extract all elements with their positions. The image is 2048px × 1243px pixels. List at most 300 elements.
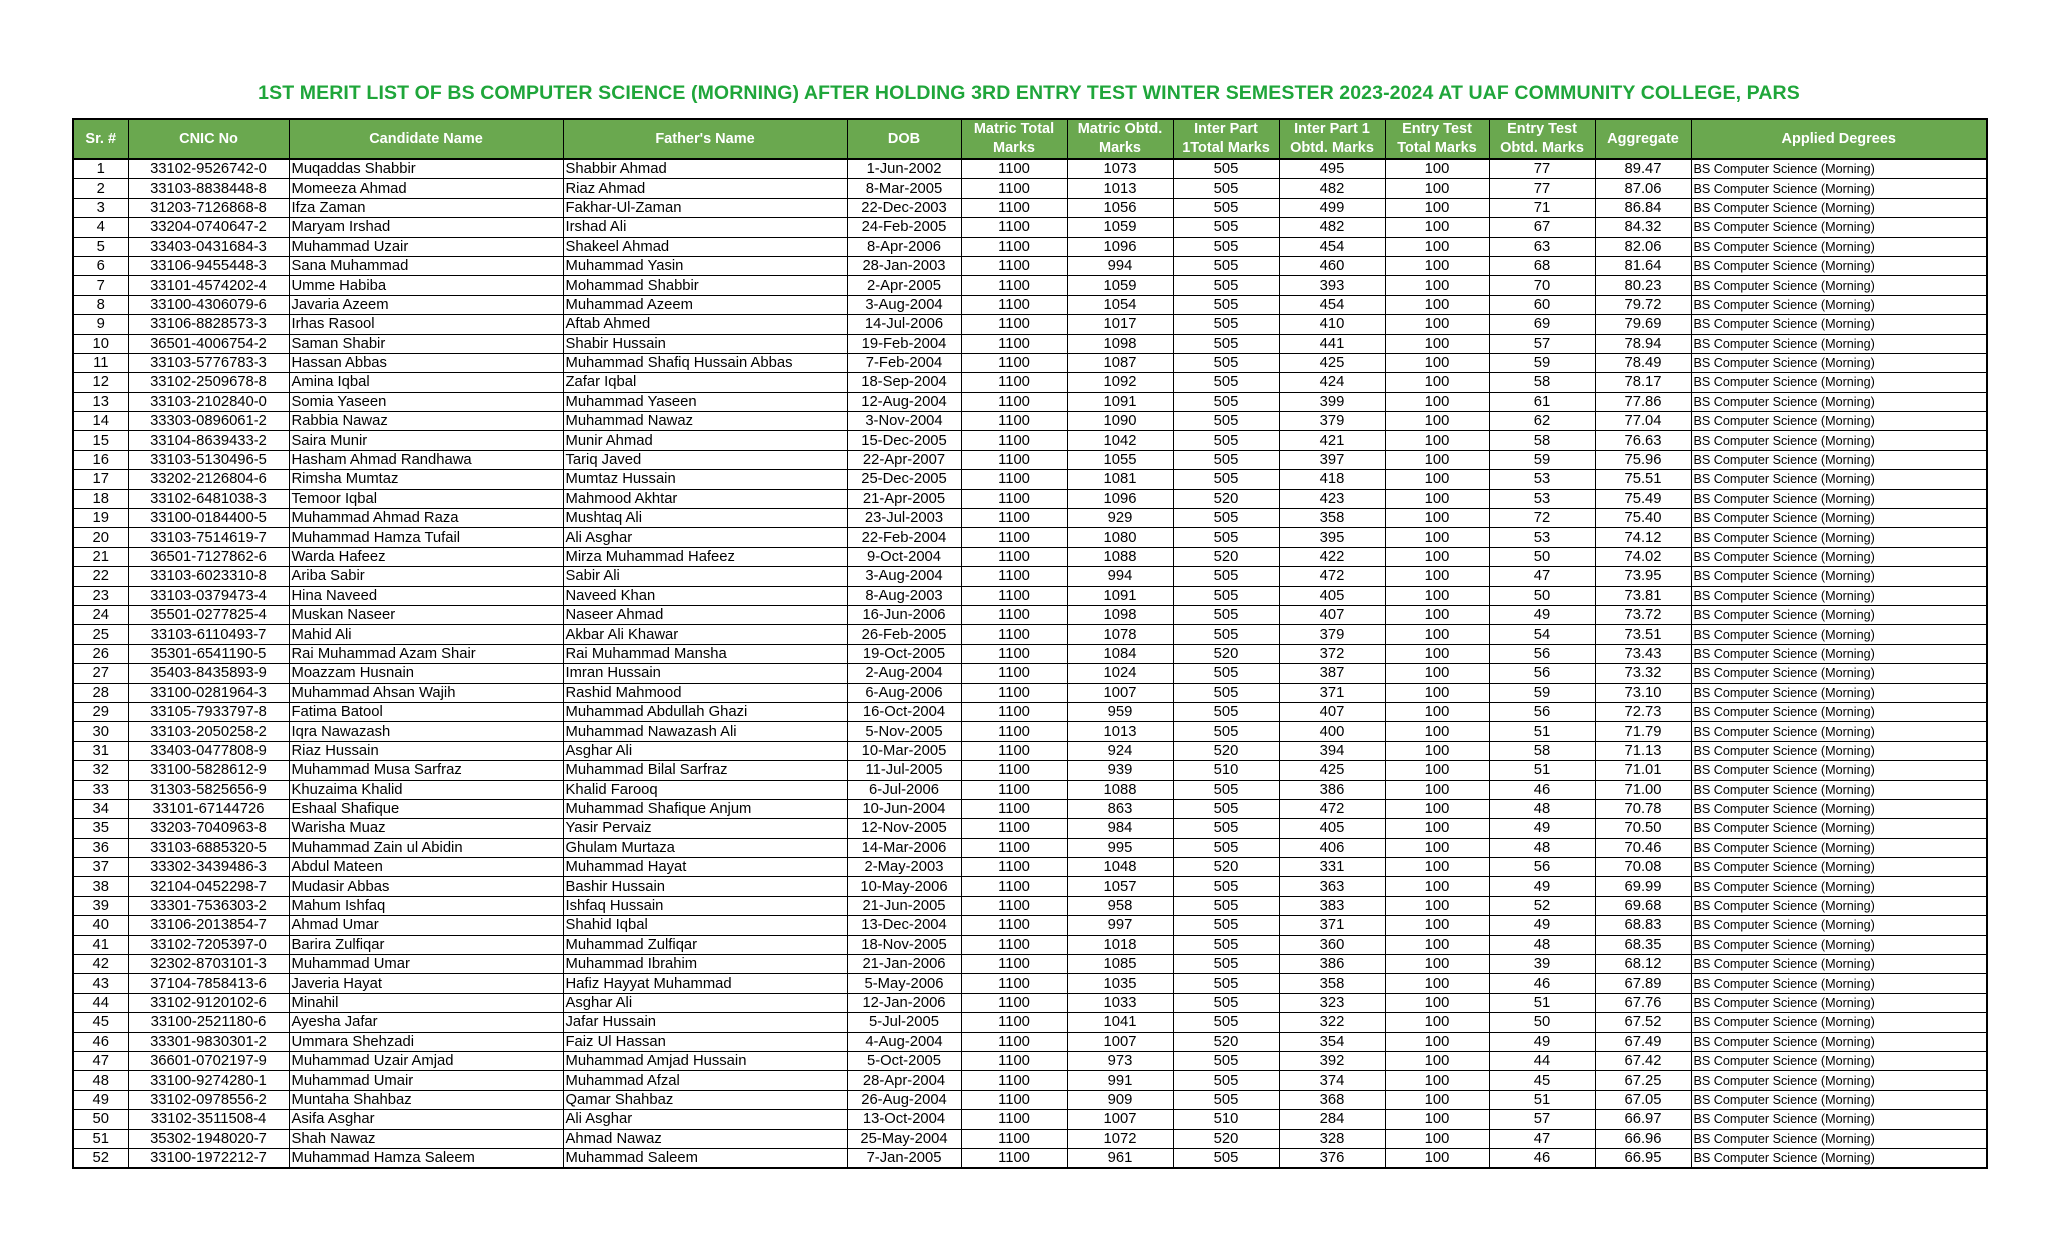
- table-row: [73, 1032, 1987, 1051]
- cell-inter-total: 505: [1173, 819, 1279, 838]
- cell-entry-obtd: 57: [1489, 1110, 1595, 1129]
- cell-fathers-name: Imran Hussain: [563, 664, 847, 683]
- cell-candidate-name: Muhammad Ahmad Raza: [289, 509, 563, 528]
- cell-inter-total: 505: [1173, 896, 1279, 915]
- cell-applied-degree: BS Computer Science (Morning): [1691, 218, 1987, 237]
- cell-dob: 21-Jan-2006: [847, 955, 961, 974]
- cell-cnic: 33103-5776783-3: [128, 353, 289, 372]
- cell-aggregate: 74.02: [1595, 547, 1691, 566]
- cell-fathers-name: Jafar Hussain: [563, 1013, 847, 1032]
- cell-entry-obtd: 39: [1489, 955, 1595, 974]
- cell-entry-obtd: 62: [1489, 412, 1595, 431]
- cell-fathers-name: Irshad Ali: [563, 218, 847, 237]
- table-row: [73, 392, 1987, 411]
- cell-entry-total: 100: [1385, 799, 1489, 818]
- cell-cnic: 33100-1972212-7: [128, 1148, 289, 1168]
- cell-entry-obtd: 50: [1489, 547, 1595, 566]
- cell-dob: 19-Oct-2005: [847, 644, 961, 663]
- cell-entry-total: 100: [1385, 625, 1489, 644]
- cell-sr: 37: [73, 858, 128, 877]
- table-row: [73, 702, 1987, 721]
- cell-applied-degree: BS Computer Science (Morning): [1691, 528, 1987, 547]
- cell-sr: 20: [73, 528, 128, 547]
- cell-entry-total: 100: [1385, 509, 1489, 528]
- cell-inter-total: 505: [1173, 237, 1279, 256]
- cell-applied-degree: BS Computer Science (Morning): [1691, 896, 1987, 915]
- cell-entry-obtd: 53: [1489, 489, 1595, 508]
- cell-entry-obtd: 48: [1489, 838, 1595, 857]
- cell-candidate-name: Rabbia Nawaz: [289, 412, 563, 431]
- cell-entry-total: 100: [1385, 1110, 1489, 1129]
- cell-inter-total: 520: [1173, 547, 1279, 566]
- cell-matric-total: 1100: [961, 644, 1067, 663]
- cell-matric-obtd: 1035: [1067, 974, 1173, 993]
- cell-inter-obtd: 425: [1279, 761, 1385, 780]
- cell-inter-obtd: 460: [1279, 256, 1385, 275]
- cell-inter-obtd: 421: [1279, 431, 1385, 450]
- cell-matric-total: 1100: [961, 702, 1067, 721]
- cell-matric-total: 1100: [961, 722, 1067, 741]
- cell-candidate-name: Saman Shabir: [289, 334, 563, 353]
- cell-entry-obtd: 49: [1489, 605, 1595, 624]
- cell-sr: 33: [73, 780, 128, 799]
- cell-candidate-name: Ahmad Umar: [289, 916, 563, 935]
- cell-dob: 10-Jun-2004: [847, 799, 961, 818]
- cell-cnic: 36601-0702197-9: [128, 1051, 289, 1070]
- cell-matric-obtd: 1017: [1067, 315, 1173, 334]
- cell-sr: 48: [73, 1071, 128, 1090]
- cell-aggregate: 67.76: [1595, 993, 1691, 1012]
- cell-fathers-name: Munir Ahmad: [563, 431, 847, 450]
- cell-entry-total: 100: [1385, 761, 1489, 780]
- cell-matric-total: 1100: [961, 761, 1067, 780]
- cell-sr: 9: [73, 315, 128, 334]
- cell-fathers-name: Yasir Pervaiz: [563, 819, 847, 838]
- cell-fathers-name: Muhammad Afzal: [563, 1071, 847, 1090]
- cell-matric-obtd: 1057: [1067, 877, 1173, 896]
- cell-applied-degree: BS Computer Science (Morning): [1691, 683, 1987, 702]
- cell-aggregate: 73.10: [1595, 683, 1691, 702]
- cell-applied-degree: BS Computer Science (Morning): [1691, 256, 1987, 275]
- cell-dob: 8-Mar-2005: [847, 179, 961, 198]
- cell-cnic: 36501-7127862-6: [128, 547, 289, 566]
- cell-dob: 25-Dec-2005: [847, 470, 961, 489]
- cell-candidate-name: Ifza Zaman: [289, 198, 563, 217]
- table-row: [73, 838, 1987, 857]
- cell-applied-degree: BS Computer Science (Morning): [1691, 664, 1987, 683]
- cell-inter-obtd: 405: [1279, 586, 1385, 605]
- cell-inter-obtd: 454: [1279, 237, 1385, 256]
- cell-candidate-name: Javaria Azeem: [289, 295, 563, 314]
- cell-aggregate: 74.12: [1595, 528, 1691, 547]
- cell-fathers-name: Muhammad Hayat: [563, 858, 847, 877]
- cell-candidate-name: Barira Zulfiqar: [289, 935, 563, 954]
- table-row: [73, 218, 1987, 237]
- cell-inter-obtd: 374: [1279, 1071, 1385, 1090]
- cell-fathers-name: Khalid Farooq: [563, 780, 847, 799]
- cell-matric-total: 1100: [961, 353, 1067, 372]
- cell-inter-total: 505: [1173, 276, 1279, 295]
- cell-matric-total: 1100: [961, 799, 1067, 818]
- cell-dob: 14-Mar-2006: [847, 838, 961, 857]
- cell-cnic: 33103-6023310-8: [128, 567, 289, 586]
- cell-entry-total: 100: [1385, 935, 1489, 954]
- cell-cnic: 31303-5825656-9: [128, 780, 289, 799]
- cell-inter-total: 505: [1173, 334, 1279, 353]
- cell-inter-total: 505: [1173, 605, 1279, 624]
- cell-inter-total: 505: [1173, 412, 1279, 431]
- cell-applied-degree: BS Computer Science (Morning): [1691, 179, 1987, 198]
- cell-applied-degree: BS Computer Science (Morning): [1691, 1071, 1987, 1090]
- cell-candidate-name: Ayesha Jafar: [289, 1013, 563, 1032]
- cell-entry-total: 100: [1385, 993, 1489, 1012]
- cell-inter-total: 505: [1173, 916, 1279, 935]
- cell-inter-total: 505: [1173, 528, 1279, 547]
- cell-entry-total: 100: [1385, 198, 1489, 217]
- cell-applied-degree: BS Computer Science (Morning): [1691, 761, 1987, 780]
- cell-entry-obtd: 60: [1489, 295, 1595, 314]
- page-title: 1ST MERIT LIST OF BS COMPUTER SCIENCE (MORNING) AFTER HOLDING 3RD ENTRY TEST WINTER SEMESTER 2023-2024 AT UAF COMMUNITY COLLEGE, PARS: [258, 82, 1800, 104]
- cell-matric-obtd: 959: [1067, 702, 1173, 721]
- cell-cnic: 33303-0896061-2: [128, 412, 289, 431]
- cell-inter-obtd: 482: [1279, 218, 1385, 237]
- cell-matric-obtd: 1007: [1067, 1032, 1173, 1051]
- cell-entry-total: 100: [1385, 470, 1489, 489]
- cell-entry-obtd: 58: [1489, 373, 1595, 392]
- table-row: [73, 179, 1987, 198]
- cell-dob: 8-Apr-2006: [847, 237, 961, 256]
- cell-cnic: 33100-5828612-9: [128, 761, 289, 780]
- cell-dob: 13-Oct-2004: [847, 1110, 961, 1129]
- cell-inter-obtd: 371: [1279, 683, 1385, 702]
- cell-matric-total: 1100: [961, 334, 1067, 353]
- cell-fathers-name: Mumtaz Hussain: [563, 470, 847, 489]
- table-row: [73, 237, 1987, 256]
- cell-entry-obtd: 59: [1489, 450, 1595, 469]
- header-applied-degrees: Applied Degrees: [1691, 119, 1987, 159]
- cell-entry-total: 100: [1385, 547, 1489, 566]
- cell-entry-obtd: 59: [1489, 683, 1595, 702]
- cell-cnic: 32104-0452298-7: [128, 877, 289, 896]
- cell-cnic: 33103-6885320-5: [128, 838, 289, 857]
- cell-matric-obtd: 1018: [1067, 935, 1173, 954]
- cell-aggregate: 78.94: [1595, 334, 1691, 353]
- cell-matric-total: 1100: [961, 683, 1067, 702]
- cell-sr: 7: [73, 276, 128, 295]
- cell-candidate-name: Asifa Asghar: [289, 1110, 563, 1129]
- header-matric-total: Matric Total Marks: [961, 119, 1067, 159]
- cell-matric-obtd: 1085: [1067, 955, 1173, 974]
- cell-entry-obtd: 77: [1489, 159, 1595, 179]
- cell-applied-degree: BS Computer Science (Morning): [1691, 819, 1987, 838]
- cell-aggregate: 77.86: [1595, 392, 1691, 411]
- cell-applied-degree: BS Computer Science (Morning): [1691, 547, 1987, 566]
- header-inter-obtd: Inter Part 1 Obtd. Marks: [1279, 119, 1385, 159]
- cell-dob: 18-Sep-2004: [847, 373, 961, 392]
- cell-applied-degree: BS Computer Science (Morning): [1691, 159, 1987, 179]
- cell-entry-total: 100: [1385, 450, 1489, 469]
- table-row: [73, 334, 1987, 353]
- cell-aggregate: 73.95: [1595, 567, 1691, 586]
- cell-inter-obtd: 323: [1279, 993, 1385, 1012]
- cell-inter-total: 505: [1173, 935, 1279, 954]
- table-row: [73, 159, 1987, 179]
- cell-applied-degree: BS Computer Science (Morning): [1691, 1090, 1987, 1109]
- table-row: [73, 683, 1987, 702]
- cell-dob: 21-Jun-2005: [847, 896, 961, 915]
- cell-candidate-name: Shah Nawaz: [289, 1129, 563, 1148]
- cell-fathers-name: Fakhar-Ul-Zaman: [563, 198, 847, 217]
- cell-dob: 23-Jul-2003: [847, 509, 961, 528]
- cell-dob: 22-Dec-2003: [847, 198, 961, 217]
- cell-matric-obtd: 1092: [1067, 373, 1173, 392]
- cell-cnic: 33100-0184400-5: [128, 509, 289, 528]
- cell-cnic: 33103-6110493-7: [128, 625, 289, 644]
- cell-sr: 6: [73, 256, 128, 275]
- cell-fathers-name: Rai Muhammad Mansha: [563, 644, 847, 663]
- table-row: [73, 761, 1987, 780]
- cell-sr: 27: [73, 664, 128, 683]
- cell-matric-obtd: 1081: [1067, 470, 1173, 489]
- cell-applied-degree: BS Computer Science (Morning): [1691, 1148, 1987, 1168]
- cell-entry-obtd: 58: [1489, 741, 1595, 760]
- cell-sr: 46: [73, 1032, 128, 1051]
- cell-matric-total: 1100: [961, 838, 1067, 857]
- cell-entry-obtd: 49: [1489, 1032, 1595, 1051]
- cell-matric-total: 1100: [961, 935, 1067, 954]
- cell-dob: 3-Nov-2004: [847, 412, 961, 431]
- table-row: [73, 567, 1987, 586]
- cell-entry-total: 100: [1385, 489, 1489, 508]
- cell-fathers-name: Naveed Khan: [563, 586, 847, 605]
- cell-inter-obtd: 322: [1279, 1013, 1385, 1032]
- cell-matric-total: 1100: [961, 916, 1067, 935]
- table-row: [73, 547, 1987, 566]
- cell-aggregate: 73.72: [1595, 605, 1691, 624]
- cell-candidate-name: Umme Habiba: [289, 276, 563, 295]
- cell-fathers-name: Muhammad Saleem: [563, 1148, 847, 1168]
- cell-inter-total: 505: [1173, 431, 1279, 450]
- table-row: [73, 625, 1987, 644]
- table-row: [73, 1051, 1987, 1070]
- cell-aggregate: 71.00: [1595, 780, 1691, 799]
- cell-candidate-name: Khuzaima Khalid: [289, 780, 563, 799]
- cell-entry-total: 100: [1385, 916, 1489, 935]
- table-row: [73, 664, 1987, 683]
- cell-dob: 24-Feb-2005: [847, 218, 961, 237]
- cell-entry-total: 100: [1385, 179, 1489, 198]
- cell-matric-obtd: 1042: [1067, 431, 1173, 450]
- cell-entry-total: 100: [1385, 974, 1489, 993]
- cell-sr: 1: [73, 159, 128, 179]
- cell-sr: 35: [73, 819, 128, 838]
- cell-fathers-name: Muhammad Azeem: [563, 295, 847, 314]
- cell-candidate-name: Eshaal Shafique: [289, 799, 563, 818]
- cell-fathers-name: Muhammad Zulfiqar: [563, 935, 847, 954]
- cell-matric-total: 1100: [961, 1110, 1067, 1129]
- cell-matric-total: 1100: [961, 664, 1067, 683]
- cell-inter-obtd: 331: [1279, 858, 1385, 877]
- cell-entry-obtd: 63: [1489, 237, 1595, 256]
- cell-dob: 22-Feb-2004: [847, 528, 961, 547]
- cell-inter-obtd: 422: [1279, 547, 1385, 566]
- cell-fathers-name: Muhammad Bilal Sarfraz: [563, 761, 847, 780]
- cell-matric-obtd: 1090: [1067, 412, 1173, 431]
- cell-cnic: 33102-6481038-3: [128, 489, 289, 508]
- cell-fathers-name: Mushtaq Ali: [563, 509, 847, 528]
- cell-aggregate: 75.51: [1595, 470, 1691, 489]
- cell-applied-degree: BS Computer Science (Morning): [1691, 586, 1987, 605]
- cell-inter-total: 505: [1173, 586, 1279, 605]
- cell-aggregate: 76.63: [1595, 431, 1691, 450]
- cell-aggregate: 67.42: [1595, 1051, 1691, 1070]
- cell-fathers-name: Muhammad Nawazash Ali: [563, 722, 847, 741]
- cell-entry-obtd: 47: [1489, 1129, 1595, 1148]
- cell-aggregate: 67.52: [1595, 1013, 1691, 1032]
- header-aggregate: Aggregate: [1595, 119, 1691, 159]
- cell-inter-total: 505: [1173, 179, 1279, 198]
- cell-dob: 21-Apr-2005: [847, 489, 961, 508]
- cell-aggregate: 67.89: [1595, 974, 1691, 993]
- cell-fathers-name: Akbar Ali Khawar: [563, 625, 847, 644]
- cell-inter-obtd: 405: [1279, 819, 1385, 838]
- cell-inter-obtd: 376: [1279, 1148, 1385, 1168]
- cell-applied-degree: BS Computer Science (Morning): [1691, 334, 1987, 353]
- cell-candidate-name: Saira Munir: [289, 431, 563, 450]
- cell-inter-obtd: 399: [1279, 392, 1385, 411]
- cell-aggregate: 71.01: [1595, 761, 1691, 780]
- cell-inter-total: 520: [1173, 858, 1279, 877]
- table-row: [73, 741, 1987, 760]
- table-row: [73, 373, 1987, 392]
- cell-aggregate: 79.69: [1595, 315, 1691, 334]
- cell-matric-total: 1100: [961, 780, 1067, 799]
- cell-entry-total: 100: [1385, 567, 1489, 586]
- cell-cnic: 33204-0740647-2: [128, 218, 289, 237]
- cell-cnic: 35302-1948020-7: [128, 1129, 289, 1148]
- cell-fathers-name: Ali Asghar: [563, 1110, 847, 1129]
- cell-aggregate: 73.32: [1595, 664, 1691, 683]
- cell-candidate-name: Hassan Abbas: [289, 353, 563, 372]
- cell-sr: 18: [73, 489, 128, 508]
- cell-inter-obtd: 423: [1279, 489, 1385, 508]
- table-row: [73, 1129, 1987, 1148]
- cell-inter-obtd: 425: [1279, 353, 1385, 372]
- cell-candidate-name: Moazzam Husnain: [289, 664, 563, 683]
- cell-aggregate: 66.96: [1595, 1129, 1691, 1148]
- cell-inter-obtd: 358: [1279, 509, 1385, 528]
- cell-matric-total: 1100: [961, 315, 1067, 334]
- cell-inter-obtd: 418: [1279, 470, 1385, 489]
- cell-matric-total: 1100: [961, 1129, 1067, 1148]
- cell-entry-total: 100: [1385, 353, 1489, 372]
- cell-entry-total: 100: [1385, 780, 1489, 799]
- cell-inter-total: 505: [1173, 780, 1279, 799]
- table-row: [73, 1090, 1987, 1109]
- cell-matric-total: 1100: [961, 567, 1067, 586]
- cell-matric-obtd: 995: [1067, 838, 1173, 857]
- cell-dob: 19-Feb-2004: [847, 334, 961, 353]
- cell-applied-degree: BS Computer Science (Morning): [1691, 295, 1987, 314]
- cell-entry-obtd: 68: [1489, 256, 1595, 275]
- cell-candidate-name: Mahum Ishfaq: [289, 896, 563, 915]
- cell-matric-obtd: 924: [1067, 741, 1173, 760]
- cell-sr: 25: [73, 625, 128, 644]
- cell-matric-obtd: 994: [1067, 256, 1173, 275]
- cell-sr: 40: [73, 916, 128, 935]
- cell-dob: 18-Nov-2005: [847, 935, 961, 954]
- cell-inter-total: 505: [1173, 722, 1279, 741]
- cell-cnic: 33102-9526742-0: [128, 159, 289, 179]
- cell-aggregate: 69.99: [1595, 877, 1691, 896]
- cell-matric-total: 1100: [961, 1032, 1067, 1051]
- cell-inter-total: 505: [1173, 625, 1279, 644]
- cell-inter-total: 520: [1173, 1129, 1279, 1148]
- cell-aggregate: 75.40: [1595, 509, 1691, 528]
- cell-cnic: 33301-7536303-2: [128, 896, 289, 915]
- cell-candidate-name: Muhammad Zain ul Abidin: [289, 838, 563, 857]
- cell-inter-obtd: 368: [1279, 1090, 1385, 1109]
- cell-fathers-name: Shabir Hussain: [563, 334, 847, 353]
- cell-fathers-name: Zafar Iqbal: [563, 373, 847, 392]
- header-entry-total: Entry Test Total Marks: [1385, 119, 1489, 159]
- cell-fathers-name: Muhammad Amjad Hussain: [563, 1051, 847, 1070]
- cell-inter-obtd: 406: [1279, 838, 1385, 857]
- cell-entry-total: 100: [1385, 722, 1489, 741]
- cell-entry-total: 100: [1385, 1071, 1489, 1090]
- cell-cnic: 33102-0978556-2: [128, 1090, 289, 1109]
- cell-entry-obtd: 52: [1489, 896, 1595, 915]
- table-row: [73, 935, 1987, 954]
- cell-candidate-name: Hasham Ahmad Randhawa: [289, 450, 563, 469]
- cell-sr: 49: [73, 1090, 128, 1109]
- cell-applied-degree: BS Computer Science (Morning): [1691, 916, 1987, 935]
- cell-cnic: 33203-7040963-8: [128, 819, 289, 838]
- cell-matric-total: 1100: [961, 412, 1067, 431]
- cell-matric-total: 1100: [961, 276, 1067, 295]
- cell-applied-degree: BS Computer Science (Morning): [1691, 198, 1987, 217]
- cell-candidate-name: Somia Yaseen: [289, 392, 563, 411]
- cell-entry-obtd: 44: [1489, 1051, 1595, 1070]
- cell-matric-total: 1100: [961, 858, 1067, 877]
- cell-inter-obtd: 394: [1279, 741, 1385, 760]
- cell-sr: 13: [73, 392, 128, 411]
- cell-candidate-name: Muhammad Umair: [289, 1071, 563, 1090]
- cell-sr: 23: [73, 586, 128, 605]
- cell-inter-total: 505: [1173, 993, 1279, 1012]
- cell-dob: 28-Apr-2004: [847, 1071, 961, 1090]
- table-row: [73, 1148, 1987, 1168]
- cell-matric-obtd: 1054: [1067, 295, 1173, 314]
- cell-entry-total: 100: [1385, 819, 1489, 838]
- cell-dob: 9-Oct-2004: [847, 547, 961, 566]
- cell-sr: 15: [73, 431, 128, 450]
- cell-cnic: 33106-8828573-3: [128, 315, 289, 334]
- cell-dob: 4-Aug-2004: [847, 1032, 961, 1051]
- cell-matric-total: 1100: [961, 974, 1067, 993]
- cell-entry-total: 100: [1385, 838, 1489, 857]
- cell-cnic: 33403-0477808-9: [128, 741, 289, 760]
- cell-inter-obtd: 392: [1279, 1051, 1385, 1070]
- cell-applied-degree: BS Computer Science (Morning): [1691, 470, 1987, 489]
- cell-entry-obtd: 56: [1489, 858, 1595, 877]
- cell-entry-obtd: 71: [1489, 198, 1595, 217]
- cell-aggregate: 71.79: [1595, 722, 1691, 741]
- cell-sr: 17: [73, 470, 128, 489]
- cell-entry-total: 100: [1385, 664, 1489, 683]
- cell-dob: 12-Aug-2004: [847, 392, 961, 411]
- cell-aggregate: 89.47: [1595, 159, 1691, 179]
